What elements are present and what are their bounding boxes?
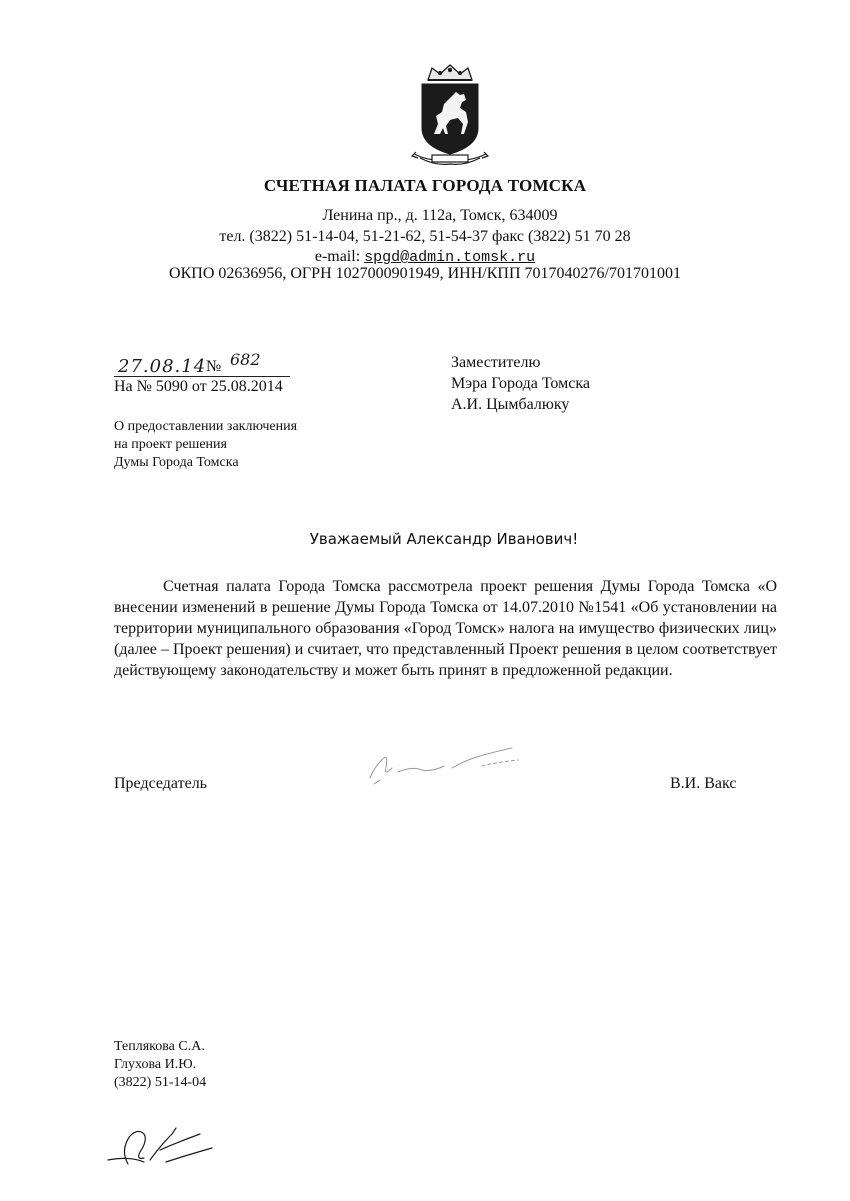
addressee-line: А.И. Цымбалюку: [451, 396, 570, 413]
reference-number: На № 5090 от 25.08.2014: [114, 378, 283, 395]
registration-date: 27.08.14: [118, 356, 207, 377]
subject-line: О предоставлении заключения: [114, 419, 298, 434]
addressee-line: Заместителю: [451, 354, 541, 371]
subject-line: Думы Города Томска: [114, 455, 239, 470]
signatory-name: В.И. Вакс: [670, 775, 737, 792]
letter-body: Счетная палата Города Томска рассмотрела проект решения Думы Города Томска «О внесении изменений в решение Думы Города Томска от 14.07.2010 №1541 «Об установлении на территории муниципального образования «Город Томск» налога на имущество физических лиц» (далее – Проект решения) и считает, что представленный Проект решения в целом соответствует действующему законодательству и может быть принят в предложенной редакции.: [114, 578, 777, 679]
executor-line: Теплякова С.А.: [114, 1039, 205, 1054]
executor-phone: (3822) 51-14-04: [114, 1075, 207, 1090]
organization-address: Ленина пр., д. 112а, Томск, 634009: [322, 207, 558, 224]
subject-block: [114, 418, 297, 472]
signature-role: Председатель: [114, 775, 207, 792]
subject-line: на проект решения: [114, 437, 227, 452]
coat-of-arms-emblem: [410, 62, 490, 168]
email-link[interactable]: spgd@admin.tomsk.ru: [364, 249, 536, 266]
email-label: e-mail:: [314, 248, 365, 265]
crown-icon: [428, 65, 472, 80]
signature-scribble-icon: [362, 738, 532, 786]
executor-line: Глухова И.Ю.: [114, 1057, 197, 1072]
registration-number: 682: [230, 350, 261, 369]
salutation: Уважаемый Александр Иванович!: [309, 530, 579, 548]
organization-registry: ОКПО 02636956, ОГРН 1027000901949, ИНН/КПП 7017040276/701701001: [169, 265, 681, 282]
addressee-line: Мэра Города Томска: [451, 375, 590, 392]
addressee-block: [451, 352, 590, 415]
organization-name: СЧЕТНАЯ ПАЛАТА ГОРОДА ТОМСКА: [263, 176, 587, 195]
registration-number-label: №: [206, 358, 222, 375]
executors-block: [114, 1038, 206, 1092]
initials-signature-icon: [100, 1120, 220, 1175]
organization-phones: тел. (3822) 51-14-04, 51-21-62, 51-54-37 факс (3822) 51 70 28: [219, 228, 631, 245]
